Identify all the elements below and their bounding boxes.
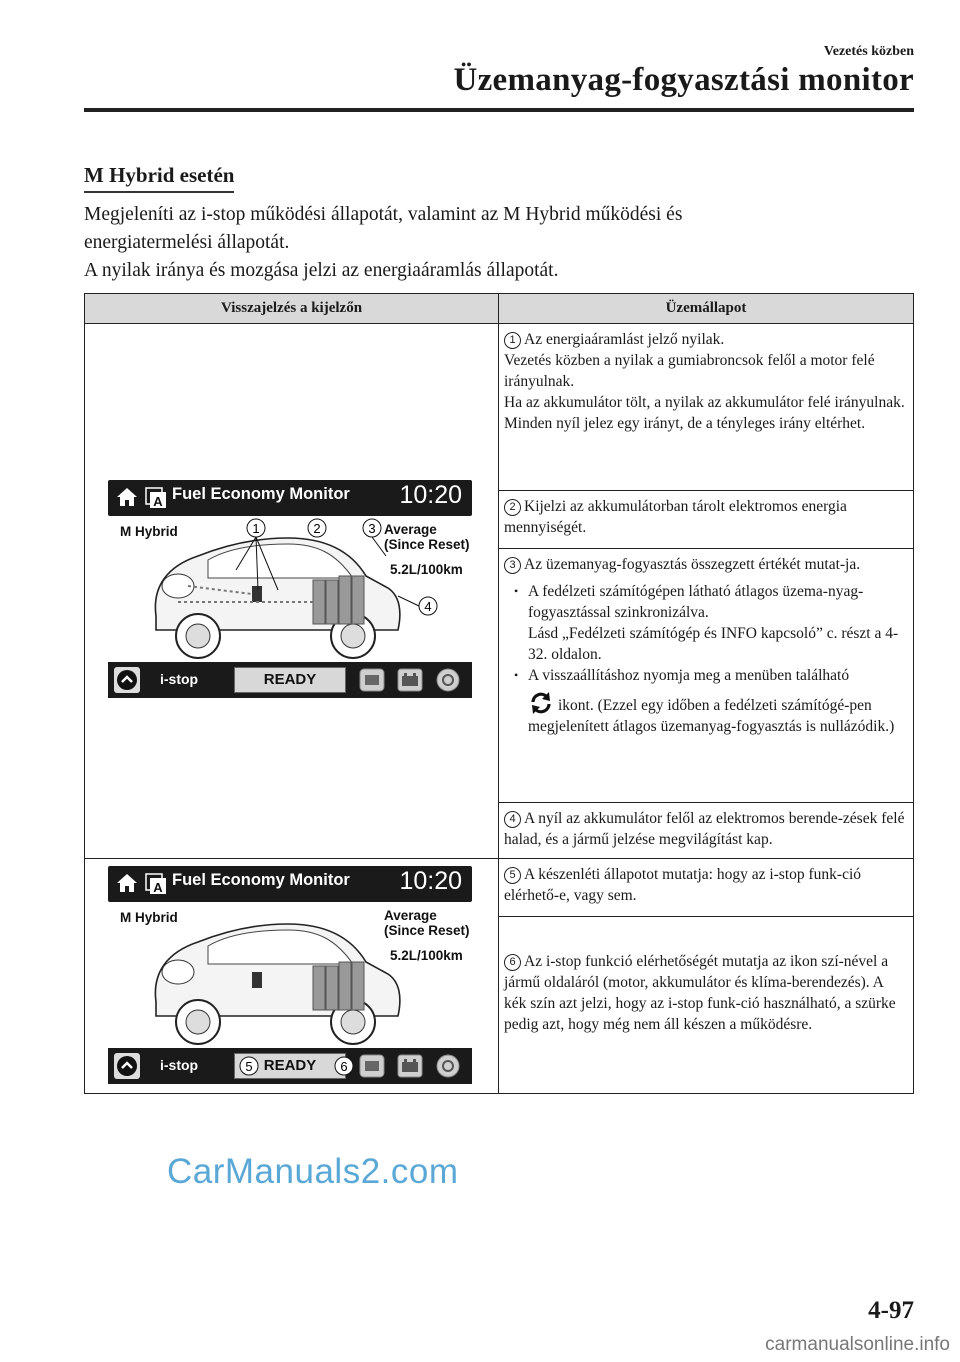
callout-number: 6 — [504, 954, 521, 971]
item-3 — [499, 549, 914, 803]
item-3-bullet-2b: ikont. (Ezzel egy időben a fedélzeti számítógé-pen megjelenített átlagos üzemanyag-fogyasztás is nullázódik.) — [528, 697, 895, 735]
item-2 — [499, 491, 914, 549]
item-4 — [499, 803, 914, 859]
item-6 — [499, 917, 914, 1094]
battery-icon — [396, 667, 424, 693]
callout-number: 1 — [504, 332, 521, 349]
list-item — [514, 581, 907, 665]
screen-title: Fuel Economy Monitor — [172, 871, 350, 889]
a-letter: A — [153, 494, 163, 509]
consumption-value: 5.2L/100km — [390, 562, 463, 577]
watermark: CarManuals2.com — [167, 1152, 459, 1191]
item-4-text: A nyíl az akkumulátor felől az elektromos berende-zések felé halad, és a jármű jelzése megvilágítást kap. — [504, 810, 905, 848]
consumption-value: 5.2L/100km — [390, 948, 463, 963]
item-2-text: Kijelzi az akkumulátorban tárolt elektromos energia mennyiségét. — [504, 498, 847, 536]
item-3-bullet-1b: Lásd „Fedélzeti számítógép és INFO kapcsoló” c. részt a 4-32. oldalon. — [528, 625, 899, 663]
callout-3: 3 — [368, 521, 376, 536]
ready-indicator: READY — [234, 667, 346, 693]
callout-number: 2 — [504, 499, 521, 516]
mode-label: M Hybrid — [120, 524, 178, 539]
callout-markers — [108, 866, 472, 1084]
page-number: 4-97 — [868, 1297, 914, 1324]
fuel-monitor-screen-1 — [108, 480, 472, 698]
page-title: Üzemanyag-fogyasztási monitor — [453, 62, 914, 98]
mode-label: M Hybrid — [120, 910, 178, 925]
item-3-bullet-2a: A visszaállításhoz nyomja meg a menüben található — [528, 667, 850, 684]
item-5 — [499, 859, 914, 917]
footer-site: carmanualsonline.info — [765, 1334, 950, 1355]
item-3-text: Az üzemanyag-fogyasztás összegzett értékét mutat-ja. — [524, 556, 861, 573]
table-header-state: Üzemállapot — [499, 294, 914, 324]
callout-4: 4 — [424, 599, 432, 614]
callout-5: 5 — [245, 1059, 253, 1074]
callout-6: 6 — [340, 1059, 348, 1074]
intro-text — [84, 201, 884, 285]
item-3-bullet-1: A fedélzeti számítógépen látható átlagos üzema-nyag-fogyasztással szinkronizálva. — [528, 583, 864, 621]
callout-1: 1 — [252, 521, 260, 536]
table-header-display: Visszajelzés a kijelzőn — [85, 294, 499, 324]
istop-label: i-stop — [160, 671, 199, 687]
average-line-1: Average — [384, 522, 437, 537]
intro-line-1: Megjeleníti az i-stop működési állapotát, valamint az M Hybrid működési és — [84, 204, 683, 225]
a-letter: A — [153, 880, 163, 895]
item-1-lead: Az energiaáramlást jelző nyilak. — [524, 331, 725, 348]
item-1-text: Vezetés közben a nyilak a gumiabroncsok felől a motor felé irányulnak. — [504, 352, 875, 390]
item-1 — [499, 324, 914, 491]
clock: 10:20 — [399, 481, 462, 509]
reset-icon — [528, 690, 554, 716]
engine-icon — [358, 667, 386, 693]
item-1-text3: Minden nyíl jelez egy irányt, de a tényleges irány eltérhet. — [504, 415, 866, 432]
screen-status-bar — [108, 662, 472, 698]
item-3-bullets — [514, 581, 907, 737]
table-header-row — [85, 294, 914, 324]
back-button[interactable] — [114, 667, 140, 693]
ready-indicator: READY — [234, 1053, 346, 1079]
istop-label: i-stop — [160, 1057, 199, 1073]
screen-title: Fuel Economy Monitor — [172, 485, 350, 503]
item-1-text2: Ha az akkumulátor tölt, a nyilak az akkumulátor felé irányulnak. — [504, 394, 905, 411]
callout-number: 5 — [504, 867, 521, 884]
average-line-2: (Since Reset) — [384, 923, 470, 938]
average-line-1: Average — [384, 908, 437, 923]
section-title: M Hybrid esetén — [84, 163, 234, 193]
callout-2: 2 — [313, 521, 321, 536]
climate-icon — [434, 667, 462, 693]
fuel-monitor-screen-2 — [108, 866, 472, 1084]
item-5-text: A készenléti állapotot mutatja: hogy az i-stop funk-ció elérhető-e, vagy sem. — [504, 866, 862, 904]
intro-line-2: energiatermelési állapotát. — [84, 232, 290, 253]
header-section: Vezetés közben — [823, 44, 914, 59]
intro-line-3: A nyilak iránya és mozgása jelzi az energiaáramlás állapotát. — [84, 260, 559, 281]
table-row — [85, 324, 914, 491]
average-line-2: (Since Reset) — [384, 537, 470, 552]
header-rule — [84, 108, 914, 112]
callout-number: 3 — [504, 557, 521, 574]
item-6-text: Az i-stop funkció elérhetőségét mutatja az ikon szí-nével a jármű oldaláról (motor, akkumulátor és klíma-berendezés). A kék szín azt jelzi, hogy az i-stop funk-ció használható, a szürke pedig azt, hogy még nem áll készen a működésre. — [504, 953, 896, 1033]
list-item — [514, 665, 907, 737]
chevron-up-icon — [114, 667, 140, 693]
callout-number: 4 — [504, 811, 521, 828]
clock: 10:20 — [399, 867, 462, 895]
